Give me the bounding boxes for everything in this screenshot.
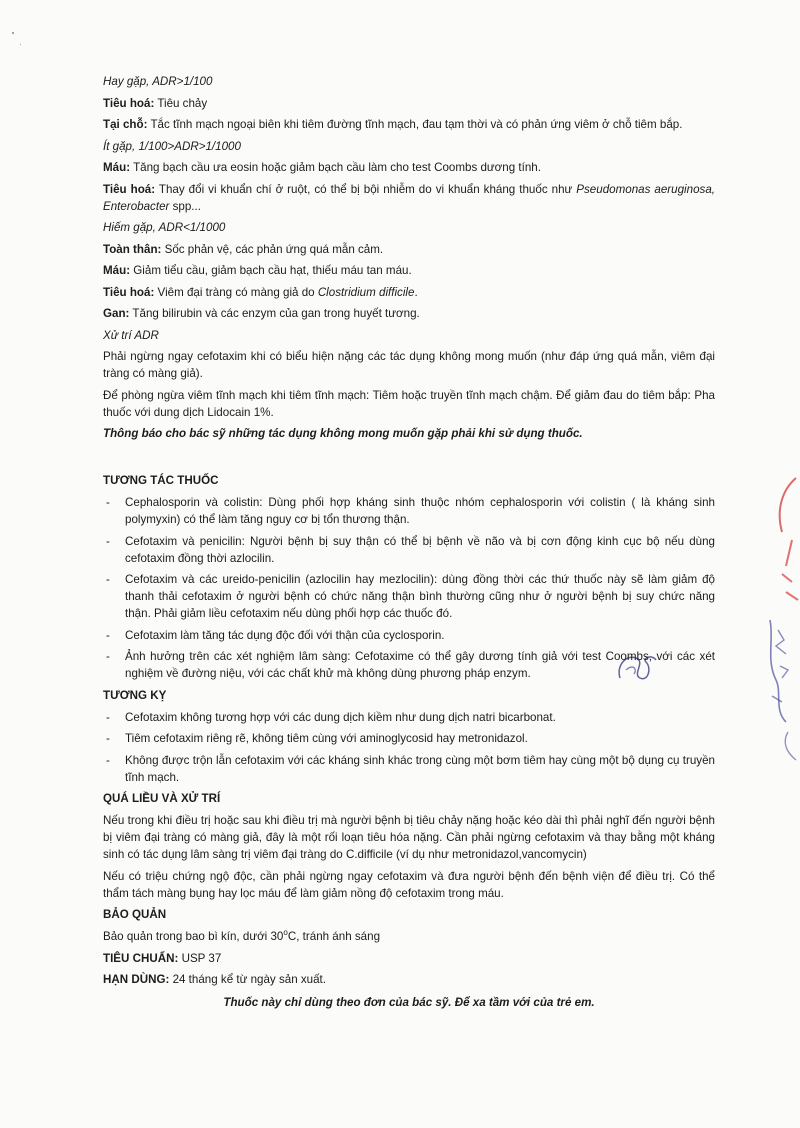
footer-warning: Thuốc này chỉ dùng theo đơn của bác sỹ. Để xa tầm với của trẻ em.	[223, 996, 595, 1009]
item-text: Thay đổi vi khuẩn chí ở ruột, có thể bị bội nhiễm do vi khuẩn kháng thuốc như	[155, 182, 577, 196]
storage-heading: BẢO QUẢN	[103, 908, 167, 921]
item-text: Tiêu chảy	[154, 96, 208, 110]
overdose-paragraph: Nếu trong khi điều trị hoặc sau khi điều trị mà người bệnh bị tiêu chảy nặng hoặc kéo dài thì phải nghĩ đến người bệnh bị viêm đại tràng có màng giả, đây là một rối loạn tiêu hóa nặng. Cần phải ngừng cefotaxim và thay bằng một kháng sinh có tác dụng lâm sàng trị viêm đại tràng do C.difficile (ví dụ như metronidazol,vancomycin)	[103, 814, 715, 861]
item-label: Tiêu hoá:	[103, 182, 156, 196]
incompatibilities-list	[103, 709, 715, 786]
organism-name: Clostridium difficile	[317, 285, 415, 299]
scan-speck	[12, 32, 14, 34]
storage-text	[103, 928, 715, 945]
item-text-after: .	[414, 285, 418, 299]
expiry-value: 24 tháng kể từ ngày sản xuất.	[169, 973, 326, 986]
incompatibilities-heading: TƯƠNG KỴ	[103, 688, 167, 702]
storage-text-after: C, tránh ánh sáng	[287, 930, 381, 943]
item-label: Máu:	[103, 161, 131, 174]
interactions-list	[103, 494, 715, 682]
adr-rare-item	[103, 241, 715, 258]
adr-management-heading: Xử trí ADR	[103, 328, 159, 342]
overdose-heading: QUÁ LIỀU VÀ XỬ TRÍ	[103, 792, 221, 805]
adr-uncommon-item	[103, 181, 715, 215]
adr-management-paragraph: Để phòng ngừa viêm tĩnh mạch khi tiêm tĩnh mạch: Tiêm hoặc truyền tĩnh mạch chậm. Để giảm đau do tiêm bắp: Pha thuốc với dung dịch Lidocain 1%.	[103, 388, 715, 419]
interactions-heading: TƯƠNG TÁC THUỐC	[103, 474, 219, 487]
list-item: - Cefotaxim không tương hợp với các dung dịch kiềm như dung dịch natri bicarbonat.	[103, 709, 715, 726]
expiry-label: HẠN DÙNG:	[103, 973, 170, 986]
list-item: - Cefotaxim làm tăng tác dụng độc đối với thận của cyclosporin.	[103, 627, 715, 644]
item-label: Tại chỗ:	[103, 118, 148, 131]
item-text-after: spp...	[169, 199, 201, 213]
adr-common-item	[103, 116, 715, 133]
item-text: Tắc tĩnh mạch ngoại biên khi tiêm đường tĩnh mạch, đau tạm thời và có phản ứng viêm ở chỗ tiêm bắp.	[147, 118, 683, 131]
item-label: Tiêu hoá:	[103, 96, 155, 110]
adr-uncommon-item	[103, 159, 715, 176]
item-text: Sốc phản vệ, các phản ứng quá mẫn cảm.	[161, 242, 384, 256]
adr-common-heading: Hay gặp, ADR>1/100	[103, 75, 213, 88]
organism-names: Pseudomonas aeruginosa, Enterobacter	[103, 182, 715, 213]
adr-rare-heading: Hiếm gặp, ADR<1/1000	[103, 221, 226, 234]
list-item: - Tiêm cefotaxim riêng rẽ, không tiêm cùng với aminoglycosid hay metronidazol.	[103, 730, 715, 747]
list-item: - Cefotaxim và các ureido-penicilin (azlocilin hay mezlocilin): dùng đồng thời các thứ thuốc này sẽ làm giảm độ thanh thải cefotaxim ở người bệnh có chức năng thận bình thường cũng như ở người bệnh bị suy chức năng thận. Phải giảm liều cefotaxim nếu dùng phối hợp các thuốc đó.	[103, 571, 715, 622]
degree-superscript: o	[283, 928, 288, 938]
adr-rare-item	[103, 284, 715, 301]
adr-rare-item	[103, 305, 715, 322]
standard-label: TIÊU CHUẨN:	[103, 951, 179, 965]
item-label: Tiêu hoá:	[103, 285, 155, 299]
adr-rare-item	[103, 262, 715, 279]
list-item: - Không được trộn lẫn cefotaxim với các kháng sinh khác trong cùng một bơm tiêm hay cùng một bộ dụng cụ truyền tĩnh mạch.	[103, 752, 715, 786]
document-content	[103, 73, 715, 1016]
list-item: - Cefotaxim và penicilin: Người bệnh bị suy thận có thể bị bệnh về não và bị cơn động kinh cục bộ nếu dùng cefotaxim đồng thời azlocilin.	[103, 533, 715, 567]
adr-common-item	[103, 95, 715, 112]
item-text: Viêm đại tràng có màng giả do	[154, 285, 318, 299]
storage-text-before: Bảo quản trong bao bì kín, dưới 30	[103, 930, 284, 943]
adr-notice: Thông báo cho bác sỹ những tác dụng không mong muốn gặp phải khi sử dụng thuốc.	[103, 427, 583, 440]
list-item: - Ảnh hưởng trên các xét nghiệm lâm sàng: Cefotaxime có thể gây dương tính giả với test Coombs, với các xét nghiệm về đường niệu, với các chất khử mà không dùng phương pháp enzym.	[103, 648, 715, 682]
standard-line	[103, 950, 715, 967]
item-text: Giảm tiểu cầu, giảm bạch cầu hạt, thiếu máu tan máu.	[130, 264, 412, 277]
item-label: Gan:	[103, 307, 130, 320]
adr-management-paragraph: Phải ngừng ngay cefotaxim khi có biểu hiện nặng các tác dụng không mong muốn (như đáp ứng quá mẫn, viêm đại tràng có màng giả).	[103, 350, 715, 380]
expiry-line	[103, 971, 715, 988]
item-label: Máu:	[103, 264, 131, 277]
overdose-paragraph: Nếu có triệu chứng ngộ độc, cần phải ngừng ngay cefotaxim và đưa người bệnh đến bệnh viện để điều trị. Có thể thẩm tách màng bụng hay lọc máu để làm giảm nồng độ cefotaxim trong máu.	[103, 869, 715, 900]
standard-value: USP 37	[178, 951, 222, 965]
item-text: Tăng bilirubin và các enzym của gan trong huyết tương.	[129, 307, 420, 320]
adr-uncommon-heading: Ít gặp, 1/100>ADR>1/1000	[103, 139, 241, 153]
list-item: - Cephalosporin và colistin: Dùng phối hợp kháng sinh thuộc nhóm cephalosporin với colistin ( là kháng sinh polymyxin) có thể làm tăng nguy cơ bị tổn thương thận.	[103, 494, 715, 528]
stamp-fragment	[752, 470, 800, 770]
scan-speck	[20, 44, 21, 45]
item-label: Toàn thân:	[103, 242, 162, 256]
item-text: Tăng bạch cầu ưa eosin hoặc giảm bạch cầu làm cho test Coombs dương tính.	[130, 161, 541, 174]
